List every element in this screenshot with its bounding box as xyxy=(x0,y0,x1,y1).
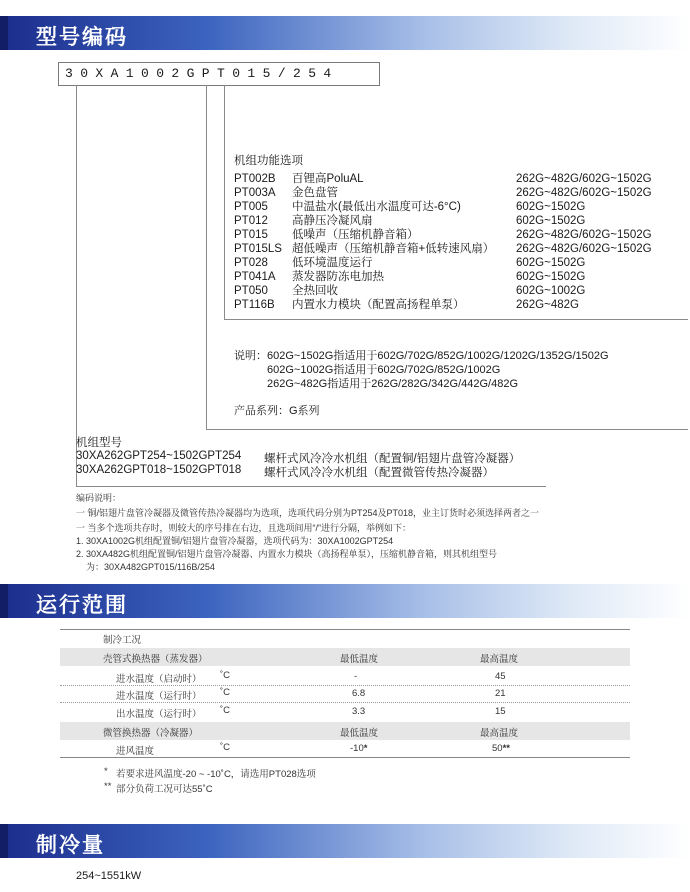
table-row-max: 21 xyxy=(495,688,506,699)
min-value: -10 xyxy=(350,743,364,754)
row-divider xyxy=(60,702,630,703)
table-row-unit: ˚C xyxy=(220,705,231,716)
header-accent xyxy=(0,584,8,618)
table-heading: 制冷工况 xyxy=(103,635,142,646)
note-line: 一 当多个选项共存时，则较大的序号排在右边，且选项间用“/”进行分隔，举例如下： xyxy=(76,523,411,533)
table-row-min: - xyxy=(354,671,358,682)
option-row xyxy=(234,284,674,298)
table-row-label: 进水温度（运行时） xyxy=(116,691,202,702)
option-desc: 百锂高PoluAL xyxy=(292,173,364,185)
option-range: 262G~482G/602G~1502G xyxy=(516,243,652,255)
option-desc: 中温盐水(最低出水温度可达-6°C) xyxy=(292,201,461,213)
option-row xyxy=(234,256,674,270)
table-row-unit: ˚C xyxy=(220,670,231,681)
table-row-max xyxy=(492,743,510,754)
note-line: 2. 30XA482G机组配置铜/铝翅片盘管冷凝器、内置水力模块（高扬程单泵），压缩机静音箱，则其机组型号 xyxy=(76,549,498,559)
option-code: PT012 xyxy=(234,215,268,227)
footnote-text: 部分负荷工况可达55˚C xyxy=(116,784,213,795)
table-bottom-rule xyxy=(60,757,630,758)
option-code: PT116B xyxy=(234,299,275,311)
max-value: 50 xyxy=(492,743,503,754)
option-code: PT015LS xyxy=(234,243,282,255)
section-title: 型号编码 xyxy=(36,25,128,49)
table-row-min: 6.8 xyxy=(352,688,366,699)
option-desc: 全热回收 xyxy=(292,285,338,297)
option-row xyxy=(234,298,674,312)
footnote-mark: * xyxy=(363,743,368,754)
option-desc: 蒸发器防冻电加热 xyxy=(292,271,384,283)
footnote-text: 若要求进风温度-20 ~ -10˚C，请选用PT028选项 xyxy=(116,769,316,780)
option-desc: 内置水力模块（配置高扬程单泵） xyxy=(292,299,465,311)
cond-label: 微管换热器（冷凝器） xyxy=(103,728,199,739)
option-desc: 超低噪声（压缩机静音箱+低转速风扇） xyxy=(292,243,495,255)
note-line: 1. 30XA1002G机组配置铜/铝翅片盘管冷凝器，选项代码为：30XA1002GPT254 xyxy=(76,536,394,546)
bracket-line xyxy=(206,429,688,430)
option-code: PT050 xyxy=(234,285,268,297)
option-row xyxy=(234,270,674,284)
cond-max-header: 最高温度 xyxy=(480,728,519,739)
option-range: 262G~482G/602G~1502G xyxy=(516,187,652,199)
option-desc: 低噪声（压缩机静音箱） xyxy=(292,229,419,241)
bracket-line xyxy=(224,85,225,320)
option-row xyxy=(234,186,674,200)
option-code: PT003A xyxy=(234,187,276,199)
option-code: PT028 xyxy=(234,257,268,269)
notes-heading: 编码说明： xyxy=(76,493,122,503)
section-header-capacity xyxy=(0,824,690,858)
bracket-line xyxy=(206,85,207,430)
option-code: PT005 xyxy=(234,201,268,213)
evap-min-header: 最低温度 xyxy=(340,654,379,665)
option-range: 602G~1502G xyxy=(516,257,586,269)
table-row-unit: ˚C xyxy=(220,742,231,753)
option-code: PT002B xyxy=(234,173,276,185)
footnote-mark: ** xyxy=(104,781,112,792)
bracket-line xyxy=(224,319,688,320)
option-row xyxy=(234,172,674,186)
model-code: 30XA1002GPT015/254 xyxy=(65,66,339,81)
bracket-line xyxy=(76,85,77,487)
option-row xyxy=(234,228,674,242)
explain-line: 262G~482G指适用于262G/282G/342G/442G/482G xyxy=(267,378,519,390)
row-divider xyxy=(60,685,630,686)
table-row-min: 3.3 xyxy=(352,706,366,717)
header-accent xyxy=(0,824,8,858)
table-row-label: 进水温度（启动时） xyxy=(116,674,202,685)
evap-label: 壳管式换热器（蒸发器） xyxy=(103,654,208,665)
model-code-box xyxy=(58,62,380,86)
section-header-operating-range xyxy=(0,584,690,618)
cond-min-header: 最低温度 xyxy=(340,728,379,739)
option-row xyxy=(234,200,674,214)
footnote-mark: * xyxy=(104,766,108,777)
unit-models-heading: 机组型号 xyxy=(76,437,122,449)
option-range: 262G~482G xyxy=(516,299,579,311)
option-range: 602G~1502G xyxy=(516,271,586,283)
option-desc: 金色盘管 xyxy=(292,187,338,199)
footnote-mark: ** xyxy=(502,743,510,754)
bracket-line xyxy=(76,486,546,487)
unit-model-desc: 螺杆式风冷冷水机组（配置铜/铝翅片盘管冷凝器） xyxy=(264,453,521,465)
header-accent xyxy=(0,16,8,50)
unit-model-code: 30XA262GPT018~1502GPT018 xyxy=(76,464,242,476)
table-row-unit: ˚C xyxy=(220,687,231,698)
option-range: 262G~482G/602G~1502G xyxy=(516,173,652,185)
option-range: 602G~1502G xyxy=(516,201,586,213)
unit-model-desc: 螺杆式风冷冷水机组（配置微管传热冷凝器） xyxy=(264,467,494,479)
table-top-rule xyxy=(60,629,630,630)
option-code: PT015 xyxy=(234,229,268,241)
table-row-label: 进风温度 xyxy=(116,746,155,757)
section-title: 运行范围 xyxy=(36,593,128,617)
option-range: 602G~1002G xyxy=(516,285,586,297)
product-series: 产品系列：G系列 xyxy=(234,405,320,417)
options-heading: 机组功能选项 xyxy=(234,155,303,167)
capacity-range: 254~1551kW xyxy=(76,870,142,882)
option-row xyxy=(234,214,674,228)
section-title: 制冷量 xyxy=(36,833,105,857)
option-row xyxy=(234,242,674,256)
explain-line: 602G~1502G指适用于602G/702G/852G/1002G/1202G/1352G/1502G xyxy=(267,350,609,362)
option-desc: 高静压冷凝风扇 xyxy=(292,215,373,227)
option-range: 602G~1502G xyxy=(516,215,586,227)
option-desc: 低环境温度运行 xyxy=(292,257,373,269)
table-row-max: 15 xyxy=(495,706,506,717)
evap-max-header: 最高温度 xyxy=(480,654,519,665)
explain-label: 说明： xyxy=(234,350,267,362)
table-row-min xyxy=(350,743,367,754)
note-line: 一 铜/铝翅片盘管冷凝器及微管传热冷凝器均为选项，选项代码分别为PT254及PT018，业主订货时必须选择两者之一 xyxy=(76,508,540,518)
unit-model-code: 30XA262GPT254~1502GPT254 xyxy=(76,450,242,462)
option-range: 262G~482G/602G~1502G xyxy=(516,229,652,241)
note-line: 为：30XA482GPT015/116B/254 xyxy=(86,562,215,572)
section-header-model-code xyxy=(0,16,690,50)
option-code: PT041A xyxy=(234,271,276,283)
table-row-label: 出水温度（运行时） xyxy=(116,709,202,720)
table-row-max: 45 xyxy=(495,671,506,682)
explain-line: 602G~1002G指适用于602G/702G/852G/1002G xyxy=(267,364,501,376)
